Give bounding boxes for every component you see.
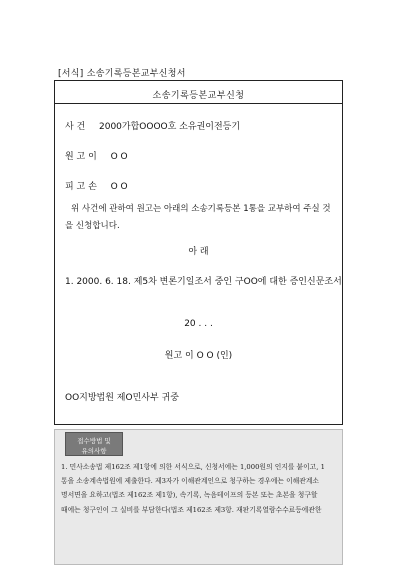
notes-tab-line1: 접수방법 및 (77, 437, 111, 445)
notes-tab-line2: 유의사항 (81, 447, 107, 455)
form-caption: [서식] 소송기록등본교부신청서 (58, 69, 186, 79)
defendant-line (65, 179, 128, 192)
notes-panel (54, 429, 343, 565)
case-value: 2000가합OOOO호 소유권이전등기 (99, 122, 241, 132)
title-divider (55, 103, 342, 104)
defendant-name: O O (110, 182, 128, 192)
case-line (65, 119, 240, 132)
request-form (54, 80, 343, 425)
plaintiff-line (65, 149, 128, 162)
notes-tab (65, 432, 123, 456)
plaintiff-name: O O (110, 152, 128, 162)
requested-item: 1. 2000. 6. 18. 제5차 변론기일조서 중인 구OO에 대한 증인신문조서 (65, 277, 342, 287)
defendant-label: 피 고 손 (65, 182, 97, 192)
date-line: 20 . . . (184, 319, 213, 329)
notes-line: 명서면을 요하고(법조 제162조 제1항), 속기록, 녹음테이프의 등본 또는 초본을 청구할 (61, 491, 318, 500)
notes-line: 1. 민사소송법 제162조 제1항에 의한 서식으로, 신청서에는 1,000원의 인지를 붙이고, 1 (61, 463, 325, 471)
request-text: 위 사건에 관하여 원고는 아래의 소송기록등본 1통을 교부하여 주실 것을 신청합니다. (65, 204, 331, 231)
plaintiff-label: 원 고 이 (65, 152, 97, 162)
case-label: 사 건 (65, 122, 86, 132)
court-line: OO지방법원 제O민사부 귀중 (65, 393, 179, 403)
signature-line: 원고 이 O O (인) (164, 351, 233, 361)
below-heading: 아 래 (188, 247, 209, 257)
notes-line: 통을 소송계속법원에 제출한다. 제3자가 이해관계인으로 청구하는 경우에는 이해관계소 (61, 477, 319, 486)
notes-text (61, 460, 338, 517)
notes-line: 때에는 청구인이 그 실비를 부담한다(법조 제162조 제3항. 재판기록열람수수료등에관한 (61, 505, 322, 514)
form-title: 소송기록등본교부신청 (152, 91, 245, 101)
